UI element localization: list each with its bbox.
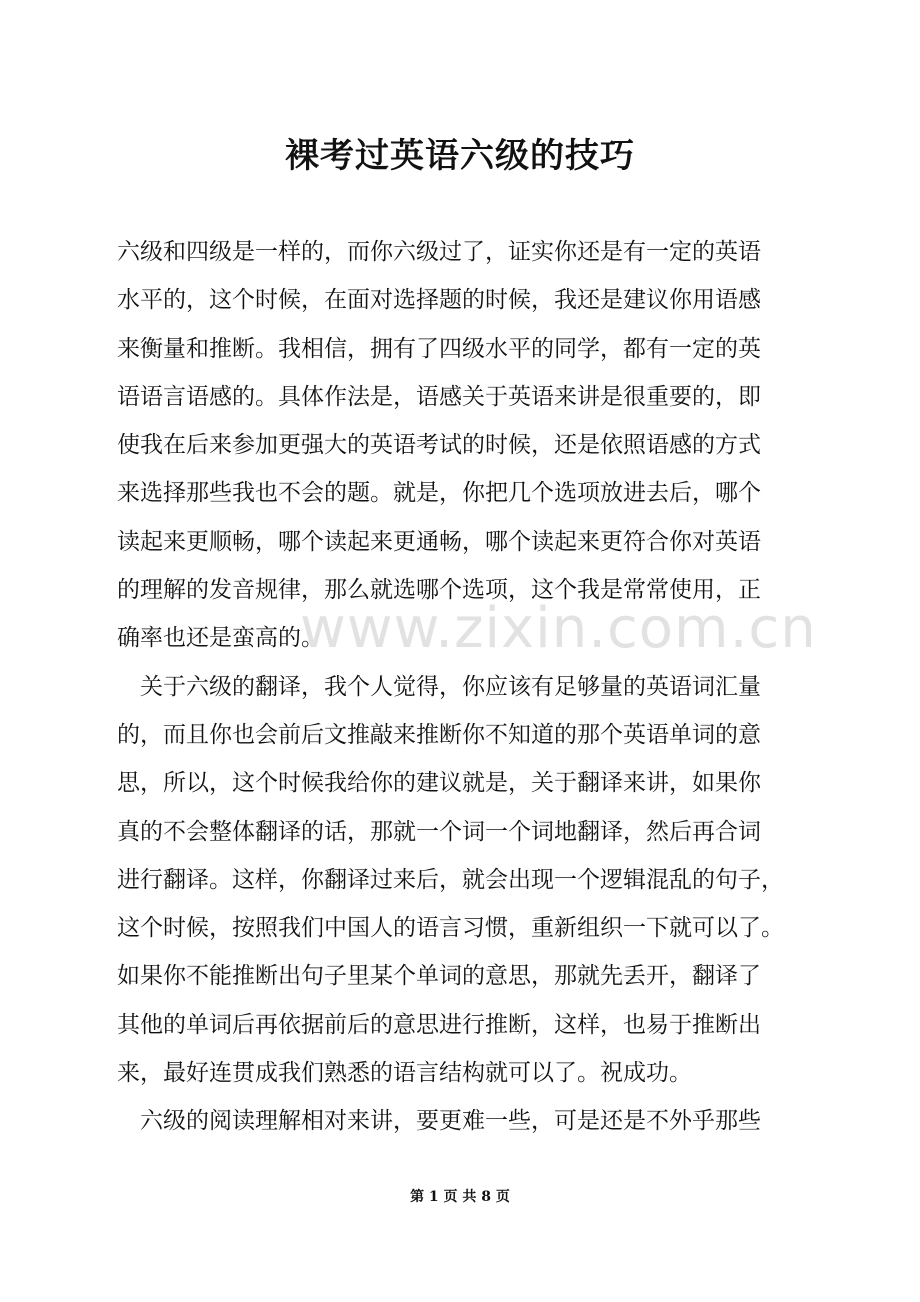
page-title: 裸考过英语六级的技巧 [285,136,635,176]
text-line: 思，所以，这个时候我给你的建议就是，关于翻译来讲，如果你 [117,770,761,797]
text-line: 六级和四级是一样的，而你六级过了，证实你还是有一定的英语 [117,239,761,265]
text-line: 进行翻译。这样，你翻译过来后，就会出现一个逻辑混乱的句子， [117,866,784,893]
text-line: 的理解的发音规律，那么就选哪个选项，这个我是常常使用，正 [117,577,761,604]
watermark: www.zixin.com.cn [300,596,817,661]
text-line: 读起来更顺畅，哪个读起来更通畅，哪个读起来更符合你对英语 [117,528,761,555]
text-line: 关于六级的翻译，我个人觉得，你应该有足够量的英语词汇量 [140,673,761,700]
text-line: 其他的单词后再依据前后的意思进行推断，这样，也易于推断出 [117,1011,761,1038]
text-line: 这个时候，按照我们中国人的语言习惯，重新组织一下就可以了。 [117,915,784,942]
text-line: 使我在后来参加更强大的英语考试的时候，还是依照语感的方式 [117,432,761,459]
text-line: 来选择那些我也不会的题。就是，你把几个选项放进去后，哪个 [117,480,761,507]
text-line: 确率也还是蛮高的。 [117,625,324,652]
page-footer: 第 1 页 共 8 页 [410,1189,510,1205]
text-line: 水平的，这个时候，在面对选择题的时候，我还是建议你用语感 [117,287,761,314]
text-line: 真的不会整体翻译的话，那就一个词一个词地翻译，然后再合词 [117,818,761,845]
text-line: 来衡量和推断。我相信，拥有了四级水平的同学，都有一定的英 [117,335,761,362]
text-line: 如果你不能推断出句子里某个单词的意思，那就先丢开，翻译了 [117,963,761,990]
body-text [117,228,823,1146]
text-line: 语语言语感的。具体作法是，语感关于英语来讲是很重要的，即 [117,383,761,410]
text-line: 六级的阅读理解相对来讲，要更难一些，可是还是不外乎那些 [140,1108,761,1135]
text-line: 的，而且你也会前后文推敲来推断你不知道的那个英语单词的意 [117,721,761,748]
text-line: 来，最好连贯成我们熟悉的语言结构就可以了。祝成功。 [117,1060,692,1087]
